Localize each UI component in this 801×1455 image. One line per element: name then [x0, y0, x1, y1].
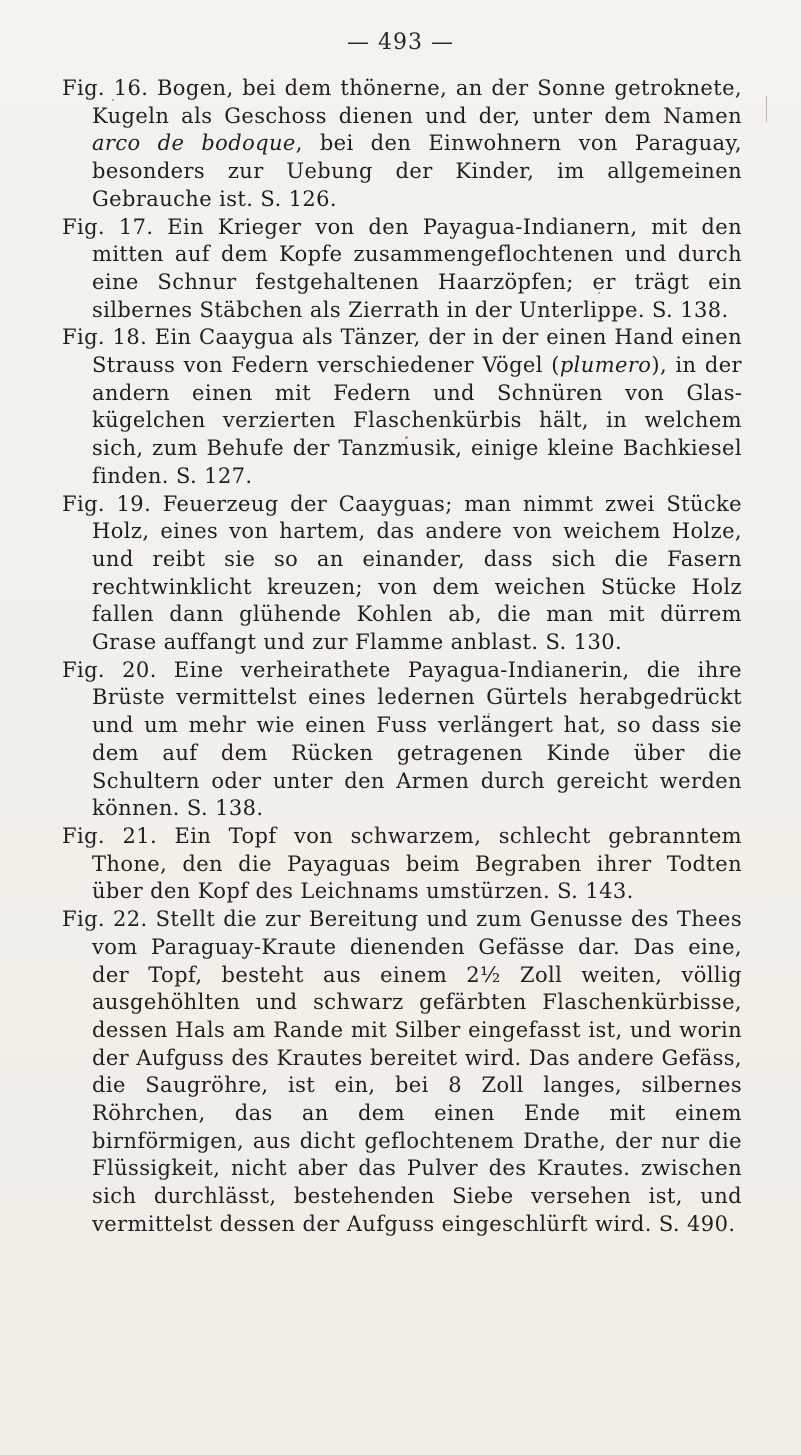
- italic-term: plumero: [559, 353, 652, 378]
- caption-text: Fig. 16. Bogen, bei dem thönerne, an der Sonne getroknete, Kugeln als Geschoss dienen und der, unter dem Namen: [62, 76, 742, 128]
- caption-entry-fig21: [62, 823, 742, 906]
- caption-text: Fig. 22. Stellt die zur Bereitung und zum Genusse des Thees vom Paraguay-Kraute dienenden Gefässe dar. Das eine, der Topf, besteht aus einem 2½ Zoll weiten, völlig ausgehöhlten und schwarz gefärbten Flaschenkürbisse, dessen Hals am Rande mit Silber eingefasst ist, und worin der Aufguss des Krautes bereitet wird. Das andere Gefäss, die Saugröhre, ist ein, bei 8 Zoll langes, silbernes Röhrchen, das an dem einen Ende mit einem birnförmigen, aus dicht geflochtenem Drathe, der nur die Flüssigkeit, nicht aber das Pulver des Krautes. zwischen sich durchlässt, bestehenden Siebe versehen ist, und vermittelst dessen der Aufguss eingeschlürft wird. S. 490.: [62, 907, 742, 1236]
- caption-text: Fig. 18. Ein Caaygua als Tänzer, der in der einen Hand einen Strauss von Federn verschiedener Vögel (: [62, 325, 742, 378]
- page-number: — 493 —: [347, 30, 454, 55]
- caption-entry-fig22: [62, 906, 742, 1238]
- caption-entry-fig16: [62, 75, 742, 214]
- italic-term: arco de bodoque: [92, 131, 296, 156]
- caption-entry-fig20: [62, 657, 742, 823]
- caption-text: , bei den Einwohnern von Paraguay, besonders zur Uebung der Kinder, im allgemeinen Gebrauche ist. S. 126.: [92, 131, 742, 211]
- caption-text: ), in der andern einen mit Federn und Schnüren von Glaskügelchen verzierten Flaschenkürbis hält, in welchem sich, zum Behufe der Tanzmusik, einige kleine Bachkiesel finden. S. 127.: [92, 353, 742, 488]
- caption-entry-fig17: [62, 214, 742, 325]
- caption-entry-fig18: [62, 324, 742, 490]
- caption-text: Fig. 17. Ein Krieger von den Payagua-Indianern, mit den mitten auf dem Kopfe zusammengeflochtenen und durch eine Schnur festgehaltenen Haarzöpfen; er trägt ein silbernes Stäbchen als Zierrath in der Unterlippe. S. 138.: [62, 214, 742, 322]
- caption-text: Fig. 21. Ein Topf von schwarzem, schlecht gebranntem Thone, den die Payaguas beim Begraben ihrer Todten über den Kopf des Leichnams umstürzen. S. 143.: [62, 823, 742, 904]
- caption-text: Fig. 19. Feuerzeug der Caayguas; man nimmt zwei Stücke Holz, eines von hartem, das andere von weichem Holze, und reibt sie so an einander, dass sich die Fasern rechtwinklicht kreuzen; von dem weichen Stücke Holz fallen dann glühende Kohlen ab, die man mit dürrem Grase auffangt und zur Flamme anblast. S. 130.: [62, 491, 742, 655]
- page-edge-mark: [766, 96, 767, 122]
- caption-text: Fig. 20. Eine verheirathete Payagua-Indianerin, die ihre Brüste vermittelst eines ledernen Gürtels herabgedrückt und um mehr wie einen Fuss verlängert hat, so dass sie dem auf dem Rücken getragenen Kinde über die Schultern oder unter den Armen durch gereicht werden können. S. 138.: [62, 657, 742, 821]
- figure-caption-list: [62, 75, 742, 1239]
- caption-entry-fig19: [62, 491, 742, 657]
